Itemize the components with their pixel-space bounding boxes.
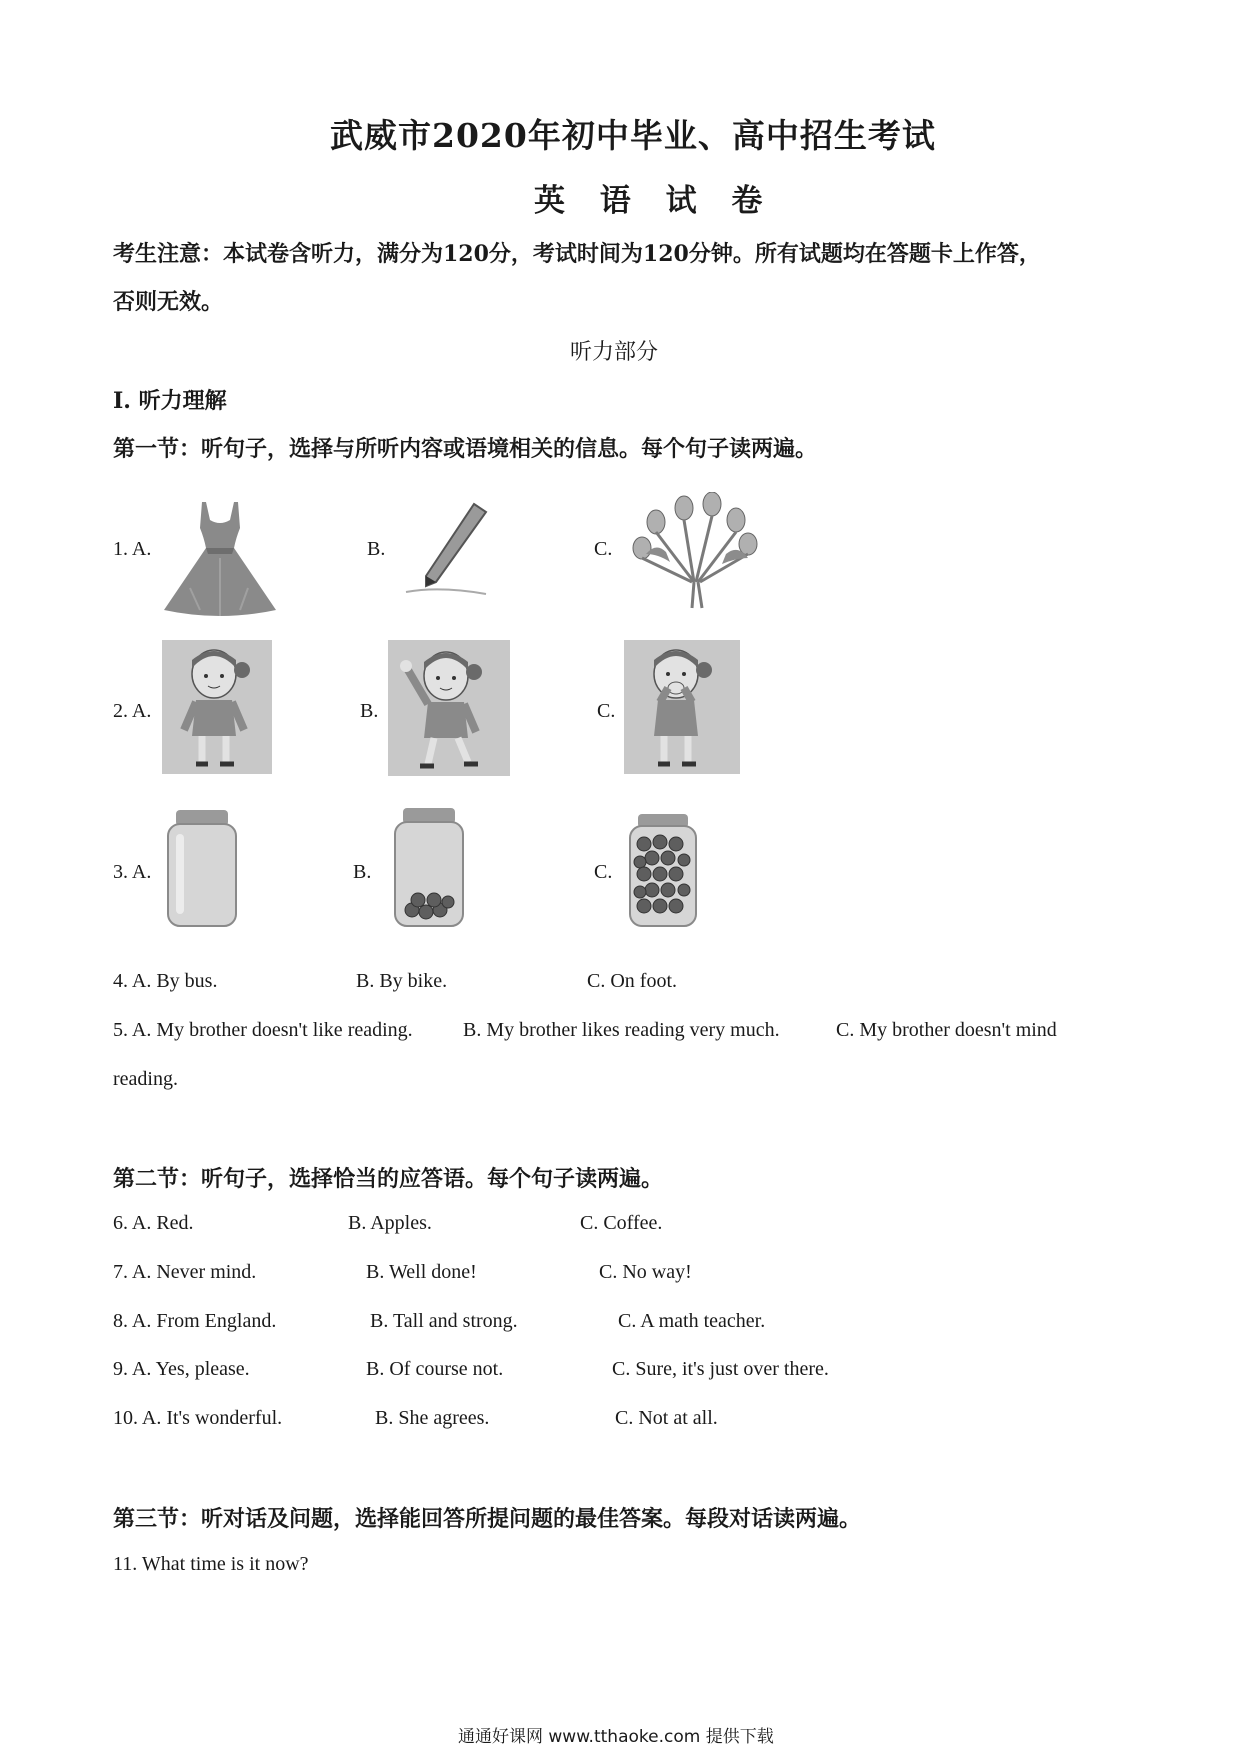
q10-option-c: C. Not at all. [615,1407,718,1429]
q7-option-a: 7. A. Never mind. [113,1261,257,1283]
q2-option-a-label: 2. A. [113,700,152,722]
q6-option-a: 6. A. Red. [113,1212,194,1234]
dress-icon [160,498,280,618]
pen-icon [400,500,500,600]
empty-jar-icon [162,808,242,930]
q5-option-b: B. My brother likes reading very much. [463,1019,780,1041]
notice-line-1: 考生注意：本试卷含听力，满分为120分，考试时间为120分钟。所有试题均在答题卡上作答， [113,241,1041,267]
section-heading: I. 听力理解 [113,388,227,414]
subsection-1-heading: 第一节：听句子，选择与所听内容或语境相关的信息。每个句子读两遍。 [113,436,818,462]
q4-option-c: C. On foot. [587,970,677,992]
q11-question: 11. What time is it now? [113,1553,309,1575]
q5-option-a: 5. A. My brother doesn't like reading. [113,1019,413,1041]
girl-waving-icon [388,640,510,776]
q3-option-b-label: B. [353,861,372,883]
q8-option-c: C. A math teacher. [618,1310,766,1332]
subsection-3-heading: 第三节：听对话及问题，选择能回答所提问题的最佳答案。每段对话读两遍。 [113,1506,862,1532]
q9-option-a: 9. A. Yes, please. [113,1358,250,1380]
q7-option-c: C. No way! [599,1261,692,1283]
q8-option-a: 8. A. From England. [113,1310,277,1332]
exam-title: 武威市2020年初中毕业、高中招生考试 [330,116,936,155]
q6-option-b: B. Apples. [348,1212,432,1234]
q7-option-b: B. Well done! [366,1261,477,1283]
q2-option-c-label: C. [597,700,616,722]
girl-covering-mouth-icon [624,640,740,774]
q2-option-b-label: B. [360,700,379,722]
exam-subtitle: 英 语 试 卷 [534,183,775,219]
footer-text: 通通好课网 www.tthaoke.com 提供下载 [458,1727,774,1747]
q10-option-b: B. She agrees. [375,1407,490,1429]
jar-few-candies-icon [388,806,470,930]
q3-option-a-label: 3. A. [113,861,152,883]
q9-option-c: C. Sure, it's just over there. [612,1358,829,1380]
q1-option-c-label: C. [594,538,613,560]
jar-full-candies-icon [624,812,702,930]
q6-option-c: C. Coffee. [580,1212,663,1234]
q3-option-c-label: C. [594,861,613,883]
subsection-2-heading: 第二节：听句子，选择恰当的应答语。每个句子读两遍。 [113,1166,664,1192]
q1-option-a-label: 1. A. [113,538,152,560]
q8-option-b: B. Tall and strong. [370,1310,518,1332]
q4-option-a: 4. A. By bus. [113,970,218,992]
notice-line-2: 否则无效。 [113,289,224,315]
part-title: 听力部分 [570,340,659,365]
q1-option-b-label: B. [367,538,386,560]
flowers-icon [626,492,766,610]
q9-option-b: B. Of course not. [366,1358,504,1380]
q5-option-c: C. My brother doesn't mind [836,1019,1057,1041]
q4-option-b: B. By bike. [356,970,448,992]
q5-option-c-continued: reading. [113,1068,178,1090]
q10-option-a: 10. A. It's wonderful. [113,1407,283,1429]
girl-standing-icon [162,640,272,774]
